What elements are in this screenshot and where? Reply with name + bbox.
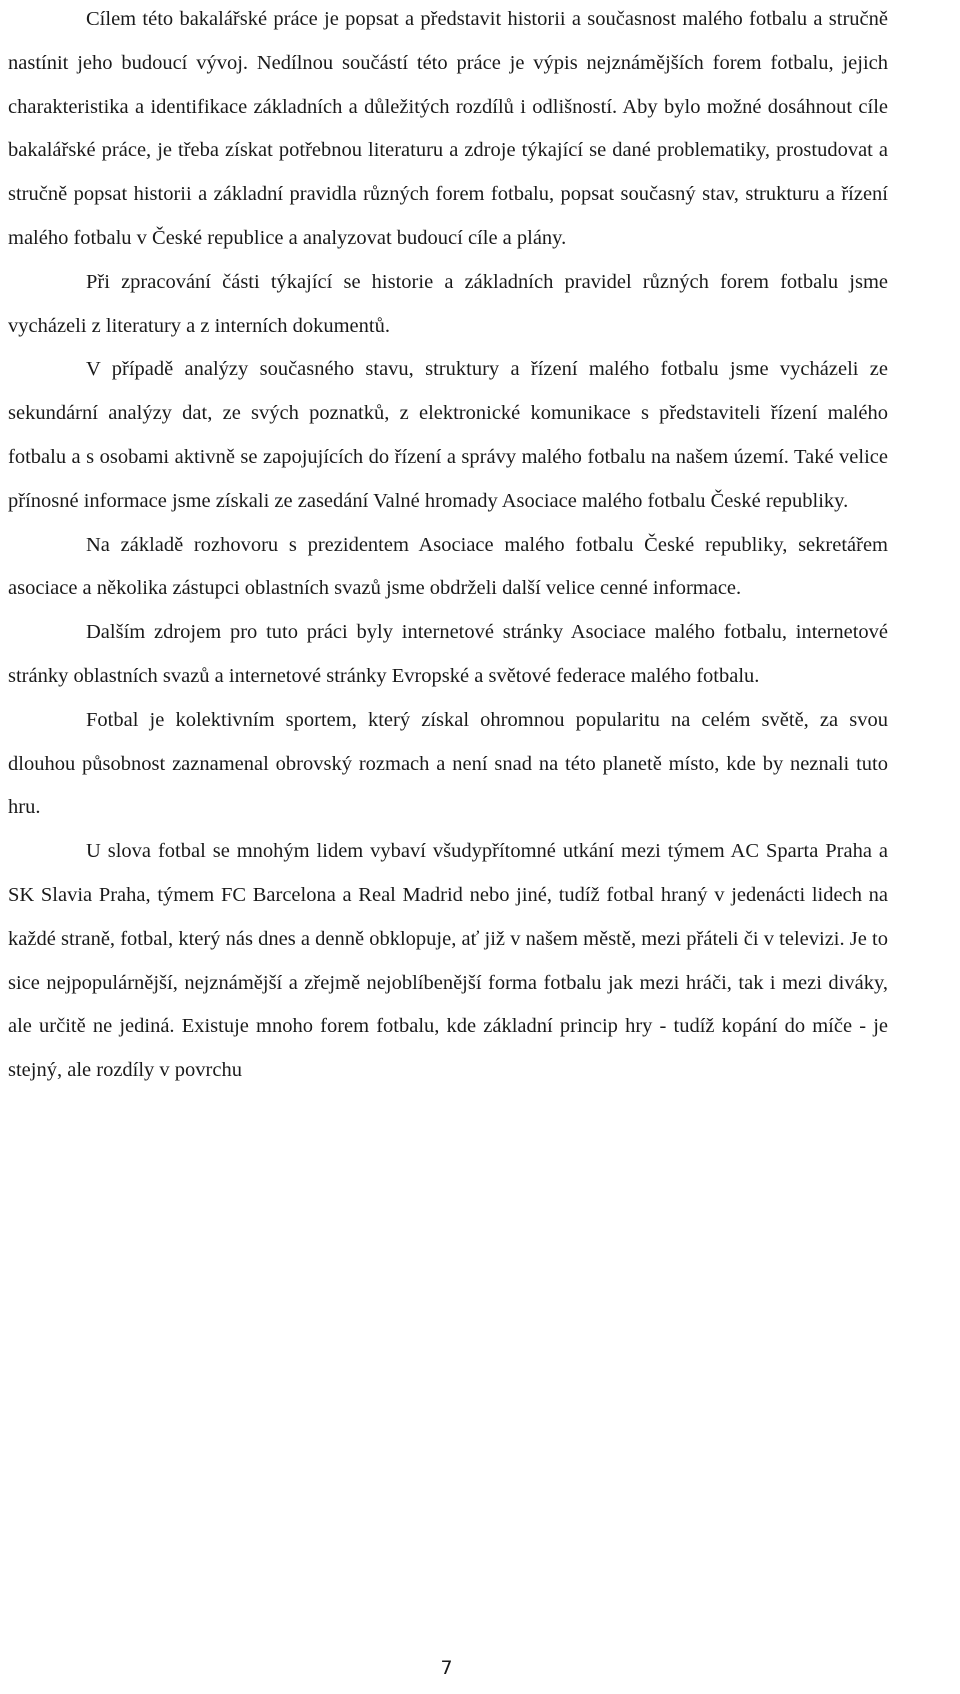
page-number: 7 <box>440 1657 453 1679</box>
paragraph-6: Fotbal je kolektivním sportem, který získal ohromnou popularitu na celém světě, za svou dlouhou působnost zaznamenal obrovský rozmach a není snad na této planetě místo, kde by neznali tuto hru. <box>8 708 888 819</box>
paragraph-5: Dalším zdrojem pro tuto práci byly internetové stránky Asociace malého fotbalu, internetové stránky oblastních svazů a internetové stránky Evropské a světové federace malého fotbalu. <box>8 621 888 687</box>
paragraph-4: Na základě rozhovoru s prezidentem Asociace malého fotbalu České republiky, sekretářem asociace a několika zástupci oblastních svazů jsme obdrželi další velice cenné informace. <box>8 533 888 600</box>
paragraph-7: U slova fotbal se mnohým lidem vybaví všudypřítomné utkání mezi týmem AC Sparta Praha a SK Slavia Praha, týmem FC Barcelona a Real Madrid nebo jiné, tudíž fotbal hraný v jedenácti lidech na každé straně, fotbal, který nás dnes a denně obklopuje, ať již v našem městě, mezi přáteli či v televizi. Je to sice nejpopulárnější, nejznámější a zřejmě nejoblíbenější forma fotbalu jak mezi hráči, tak i mezi diváky, ale určitě ne jediná. Existuje mnoho forem fotbalu, kde základní princip hry - tudíž kopání do míče - je stejný, ale rozdíly v povrchu <box>8 840 888 1082</box>
paragraph-2: Při zpracování části týkající se historie a základních pravidel různých forem fotbalu jsme vycházeli z literatury a z interních dokumentů. <box>8 270 888 337</box>
body-text <box>8 0 888 1093</box>
paragraph-1: Cílem této bakalářské práce je popsat a představit historii a současnost malého fotbalu a stručně nastínit jeho budoucí vývoj. Nedílnou součástí této práce je výpis nejznámějších forem fotbalu, jejich charakteristika a identifikace základních a důležitých rozdílů i odlišností. Aby bylo možné dosáhnout cíle bakalářské práce, je třeba získat potřebnou literaturu a zdroje týkající se dané problematiky, prostudovat a stručně popsat historii a základní pravidla různých forem fotbalu, popsat současný stav, strukturu a řízení malého fotbalu v České republice a analyzovat budoucí cíle a plány. <box>8 8 888 249</box>
paragraph-3: V případě analýzy současného stavu, struktury a řízení malého fotbalu jsme vycházeli ze sekundární analýzy dat, ze svých poznatků, z elektronické komunikace s představiteli řízení malého fotbalu a s osobami aktivně se zapojujících do řízení a správy malého fotbalu na našem území. Také velice přínosné informace jsme získali ze zasedání Valné hromady Asociace malého fotbalu České republiky. <box>8 358 888 512</box>
